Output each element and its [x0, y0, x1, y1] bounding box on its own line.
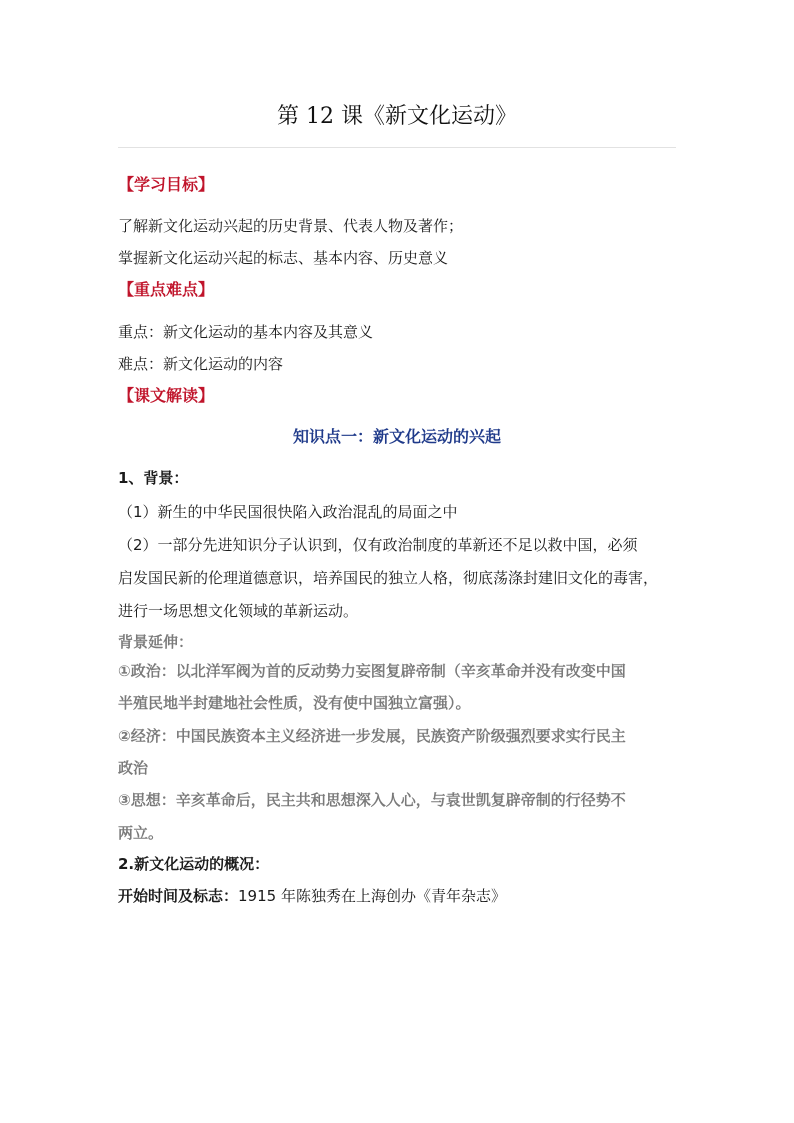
key-point-item: 重点：新文化运动的基本内容及其意义: [118, 323, 374, 341]
extension-line: 半殖民地半封建地社会性质，没有使中国独立富强）。: [118, 694, 471, 712]
start-label: 开始时间及标志：: [118, 887, 239, 905]
knowledge-point-title: 知识点一：新文化运动的兴起: [292, 427, 501, 446]
background-item: （2）一部分先进知识分子认识到，仅有政治制度的革新还不足以救中国，必须: [118, 536, 638, 554]
background-heading: 1、背景：: [118, 469, 189, 487]
key-points-heading: 【重点难点】: [118, 280, 215, 299]
key-point-item: 难点：新文化运动的内容: [118, 355, 284, 373]
extension-line: ①政治：以北洋军阀为首的反动势力妄图复辟帝制（辛亥革命并没有改变中国: [118, 662, 626, 680]
start-text: 1915 年陈独秀在上海创办《青年杂志》: [238, 887, 506, 905]
reading-heading: 【课文解读】: [118, 386, 215, 405]
extension-line: ②经济：中国民族资本主义经济进一步发展，民族资产阶级强烈要求实行民主: [118, 727, 626, 745]
overview-heading: 2.新文化运动的概况：: [118, 855, 270, 873]
extension-line: 两立。: [118, 824, 164, 842]
background-item: 进行一场思想文化领域的革新运动。: [118, 602, 359, 620]
objective-item: 了解新文化运动兴起的历史背景、代表人物及著作；: [118, 217, 464, 235]
extension-line: 政治: [118, 759, 149, 777]
title-divider: [118, 147, 676, 148]
background-item: 启发国民新的伦理道德意识，培养国民的独立人格，彻底荡涤封建旧文化的毒害，: [118, 569, 659, 587]
extension-heading: 背景延伸：: [118, 633, 194, 651]
extension-line: ③思想：辛亥革命后，民主共和思想深入人心，与袁世凯复辟帝制的行径势不: [118, 791, 626, 809]
page-title: 第 12 课《新文化运动》: [277, 104, 517, 129]
objective-item: 掌握新文化运动兴起的标志、基本内容、历史意义: [118, 249, 449, 267]
objectives-heading: 【学习目标】: [118, 175, 215, 194]
background-item: （1）新生的中华民国很快陷入政治混乱的局面之中: [118, 503, 458, 521]
start-line: [118, 885, 678, 907]
